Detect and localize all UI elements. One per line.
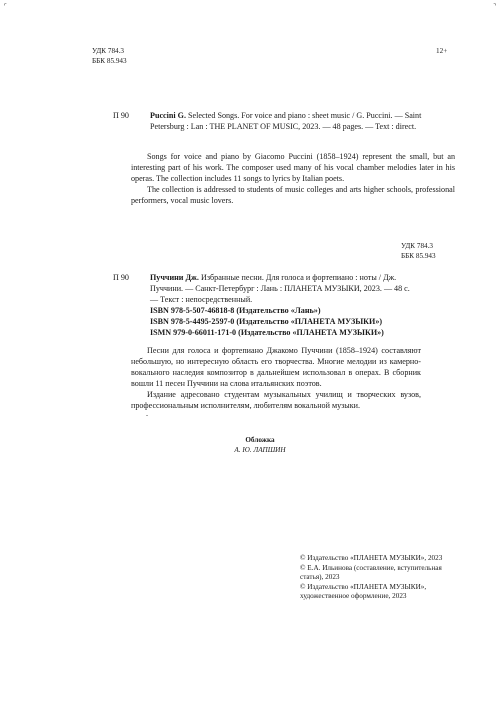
english-annotation-paragraph-1: Songs for voice and piano by Giacomo Puccini (1858–1924) represent the small, but an interesting part of his work. The composer used many of his vocal chamber melodies later in his operas. The collection includes 11 songs to lyrics by Italian poets. [131, 152, 455, 183]
russian-record-code: П 90 [113, 273, 129, 282]
cover-credit-label: Обложка [245, 436, 275, 444]
english-bbk-code: ББК 85.943 [401, 251, 436, 260]
copyright-line-1: © Издательство «ПЛАНЕТА МУЗЫКИ», 2023 [300, 554, 443, 562]
english-classification [401, 242, 436, 261]
copyright-line-2: © Е.А. Ильинова (составление, вступительная статья), 2023 [300, 563, 442, 582]
stray-dot: . [146, 409, 149, 418]
english-annotation-paragraph-2: The collection is addressed to students of music colleges and arts higher schools, professional performers, vocal music lovers. [131, 185, 455, 205]
russian-title-line: Избранные песни. Для голоса и фортепиано : ноты / Дж. Пуччини. — Санкт-Петербург : Лань : ПЛАНЕТА МУЗЫКИ, 2023. — 48 с. — Текст : непосредственный. [150, 273, 410, 304]
isbn-lan: ISBN 978-5-507-46818-8 (Издательство «Лань») [150, 306, 321, 315]
english-author: Puccini G. [150, 111, 186, 120]
russian-annotation [131, 345, 421, 411]
russian-record-description [150, 272, 418, 305]
russian-author: Пуччини Дж. [150, 273, 199, 282]
age-rating: 12+ [436, 47, 448, 55]
english-udk-code: УДК 784.3 [401, 242, 434, 250]
ismn-planeta: ISMN 979-0-66011-171-0 (Издательство «ПЛАНЕТА МУЗЫКИ») [150, 328, 384, 337]
english-record-description [150, 110, 455, 132]
russian-annotation-paragraph-1: Песни для голоса и фортепиано Джакомо Пуччини (1858–1924) составляют небольшую, но интересную область его творчества. Многие мелодии из камерно-вокального наследия композитор в дальнейшем использовал в операх. В сборник вошли 11 песен Пуччини на слова итальянских поэтов. [131, 346, 421, 388]
english-record-code: П 90 [113, 111, 129, 120]
bbk-code: ББК 85.943 [92, 56, 127, 65]
cover-credit [150, 436, 370, 455]
copyright-block [300, 554, 460, 602]
english-annotation [131, 151, 455, 206]
isbn-block [150, 305, 384, 338]
udk-code: УДК 784.3 [92, 47, 125, 55]
top-classification [92, 47, 127, 66]
crop-mark-top-left: ⌜ [4, 4, 7, 10]
crop-mark-top-right: ⌝ [493, 4, 496, 10]
copyright-line-3: © Издательство «ПЛАНЕТА МУЗЫКИ», художественное оформление, 2023 [300, 582, 427, 601]
isbn-planeta: ISBN 978-5-4495-2597-0 (Издательство «ПЛАНЕТА МУЗЫКИ») [150, 317, 383, 326]
english-title-line: Selected Songs. For voice and piano : sheet music / G. Puccini. — Saint Petersburg : Lan : THE PLANET OF MUSIC, 2023. — 48 pages. — Text : direct. [150, 111, 422, 131]
russian-annotation-paragraph-2: Издание адресовано студентам музыкальных училищ и творческих вузов, профессиональным исполнителям, любителям вокальной музыки. [131, 390, 421, 410]
cover-credit-name: А. Ю. ЛАПШИН [234, 445, 286, 454]
